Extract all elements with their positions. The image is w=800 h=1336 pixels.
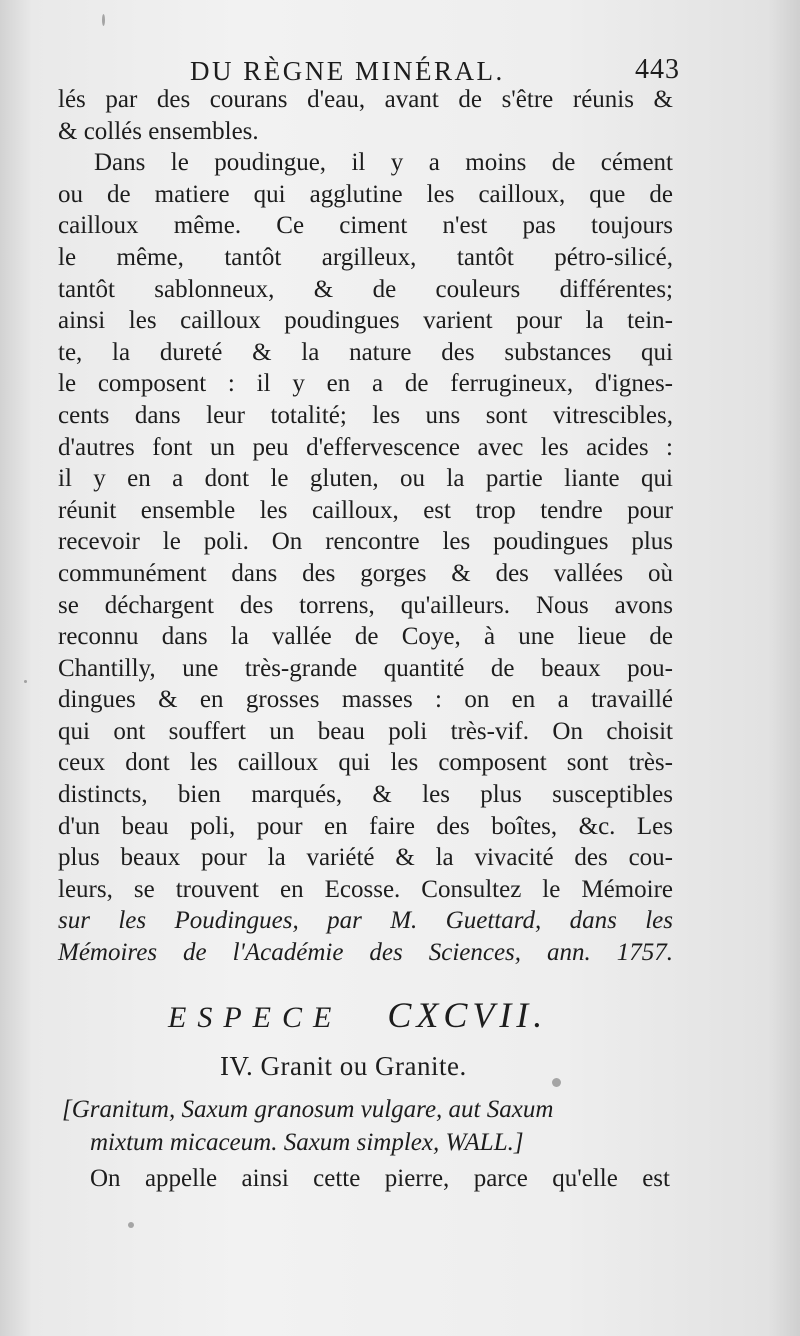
text-line: il y en a dont le gluten, ou la partie liante qui <box>58 465 673 493</box>
text-line: le même, tantôt argilleux, tantôt pétro-silicé, <box>58 243 673 271</box>
text-line: On appelle ainsi cette pierre, parce qu'elle est <box>90 1165 670 1192</box>
text-line: lés par des courans d'eau, avant de s'être réunis & <box>58 86 673 113</box>
synonymy-line: mixtum micaceum. Saxum simplex, WALL.] <box>90 1129 524 1156</box>
text-line: se déchargent des torrens, qu'ailleurs. Nous avons <box>58 591 673 619</box>
text-line: leurs, se trouvent en Ecosse. Consultez le Mémoire <box>58 875 673 903</box>
text-line: te, la dureté & la nature des substances qui <box>58 338 673 366</box>
text-line: réunit ensemble les cailloux, est trop tendre pour <box>58 496 673 524</box>
paper-speck <box>128 1222 134 1228</box>
section-number: CXCVII. <box>387 995 548 1035</box>
text-line: Dans le poudingue, il y a moins de cément <box>94 149 673 177</box>
text-line: ainsi les cailloux poudingues varient pour la tein- <box>58 307 673 335</box>
text-line: cents dans leur totalité; les uns sont vitrescibles, <box>58 401 673 429</box>
text-line: dingues & en grosses masses : on en a travaillé <box>58 686 673 714</box>
text-line: communément dans des gorges & des vallées où <box>58 559 673 587</box>
text-line: sur les Poudingues, par M. Guettard, dans les <box>58 907 673 935</box>
synonymy-block <box>62 1093 682 1159</box>
text-line: d'un beau poli, pour en faire des boîtes, &c. Les <box>58 812 673 840</box>
text-line: recevoir le poli. On rencontre les poudingues plus <box>58 528 673 556</box>
synonymy-line: [Granitum, Saxum granosum vulgare, aut Saxum <box>62 1096 554 1123</box>
paper-speck <box>24 680 27 683</box>
section-label: ESPECE <box>168 1001 343 1034</box>
text-line: tantôt sablonneux, & de couleurs différentes; <box>58 275 673 303</box>
text-line: Mémoires de l'Académie des Sciences, ann. 1757. <box>58 939 673 967</box>
text-line: & collés ensembles. <box>58 117 259 145</box>
running-head: DU RÈGNE MINÉRAL. <box>190 56 505 86</box>
paper-speck <box>552 1078 561 1087</box>
text-line: cailloux même. Ce ciment n'est pas toujours <box>58 212 673 240</box>
text-line: ou de matiere qui agglutine les cailloux, que de <box>58 180 673 208</box>
text-line: le composent : il y en a de ferrugineux, d'ignes- <box>58 370 673 398</box>
text-line: qui ont souffert un beau poli très-vif. On choisit <box>58 717 673 745</box>
text-line: Chantilly, une très-grande quantité de beaux pou- <box>58 654 673 682</box>
page-number: 443 <box>635 54 680 85</box>
text-line: d'autres font un peu d'effervescence avec les acides : <box>58 433 673 461</box>
section-title <box>168 994 628 1036</box>
text-line: plus beaux pour la variété & la vivacité des cou- <box>58 844 673 872</box>
subheading: IV. Granit ou Granite. <box>220 1051 467 1081</box>
text-line: distincts, bien marqués, & les plus susceptibles <box>58 781 673 809</box>
paper-speck <box>102 14 105 26</box>
text-line: reconnu dans la vallée de Coye, à une lieue de <box>58 623 673 651</box>
body-text <box>58 84 673 969</box>
text-line: ceux dont les cailloux qui les composent sont très- <box>58 749 673 777</box>
